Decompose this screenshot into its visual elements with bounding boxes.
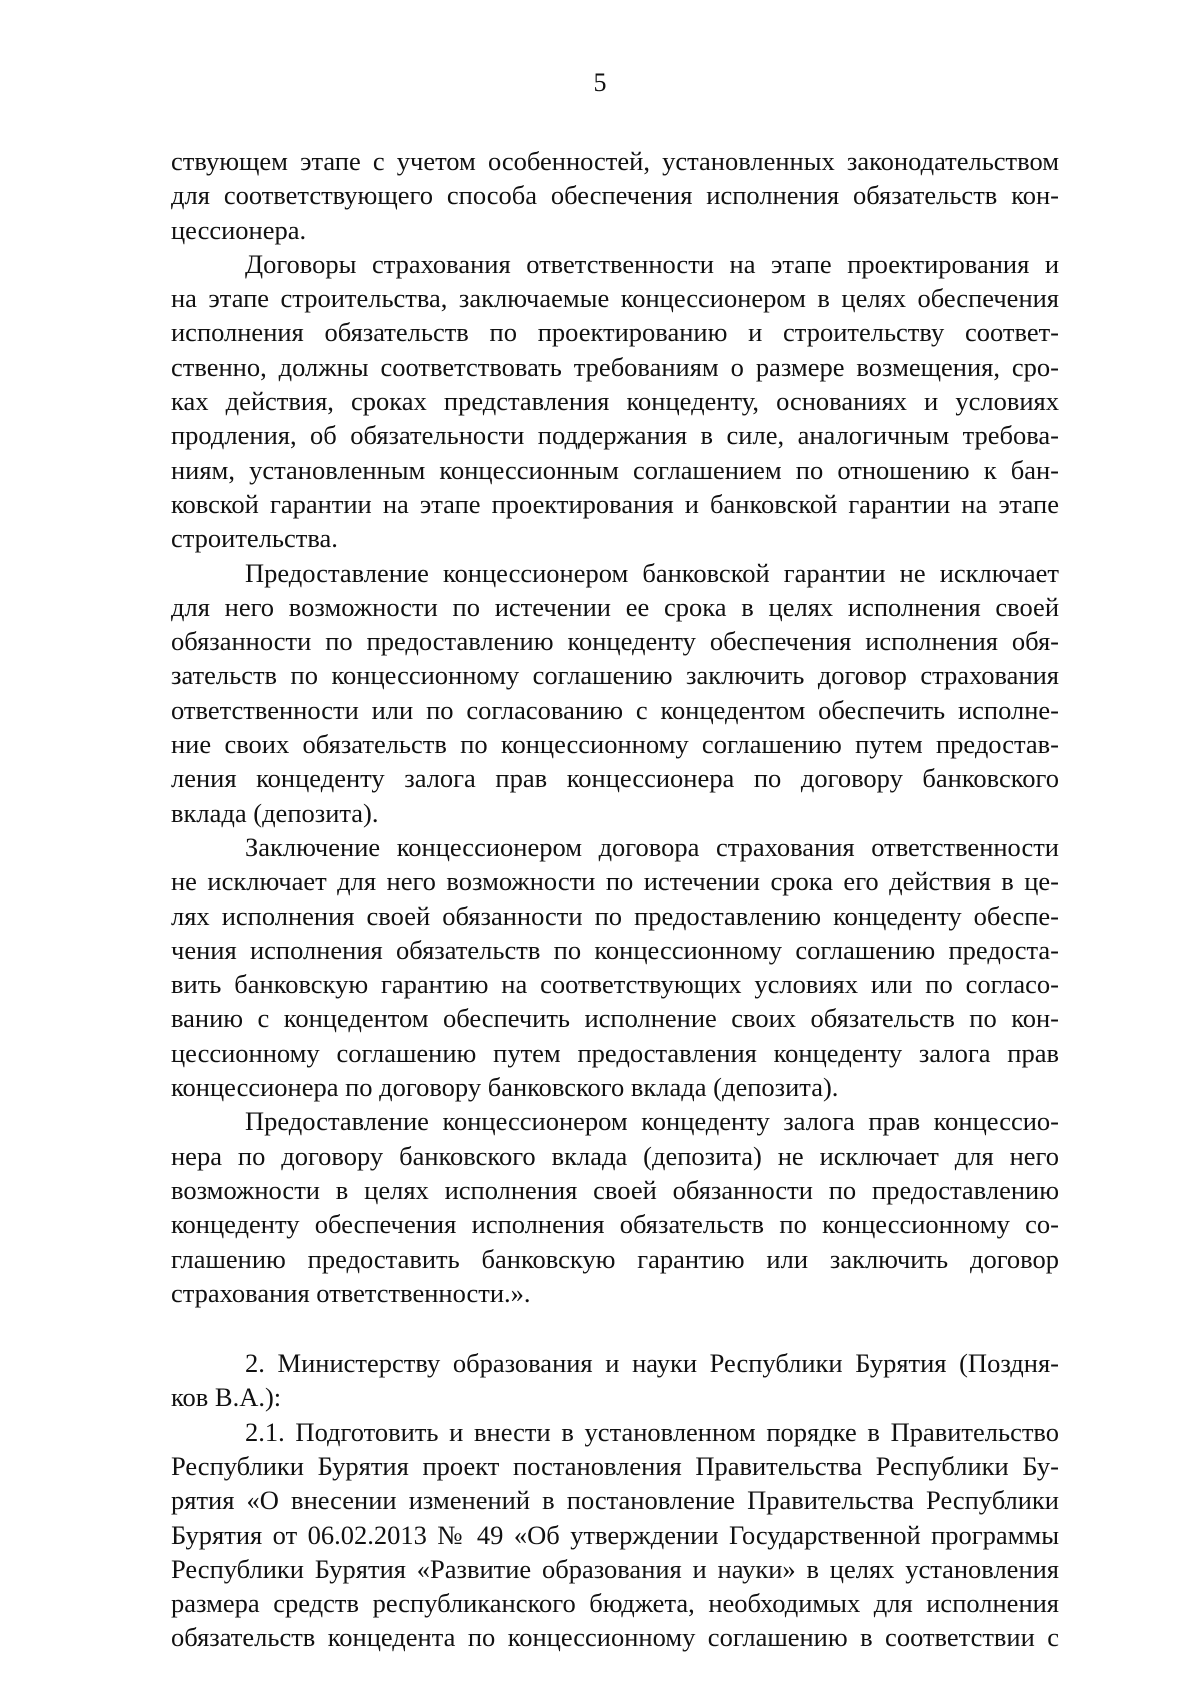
text-line: Заключение концессионером договора страхования ответственности	[245, 831, 1059, 862]
text-line: для него возможности по истечении ее срока в целях исполнения своей	[171, 591, 1059, 622]
text-line: зательств по концессионному соглашению заключить договор страхования	[171, 660, 1059, 691]
text-line: вить банковскую гарантию на соответствующих условиях или по согласо-	[171, 969, 1059, 1000]
paragraph	[171, 144, 1059, 247]
text-line: обязанности по предоставлению концеденту обеспечения исполнения обя-	[171, 626, 1059, 657]
text-line: для соответствующего способа обеспечения исполнения обязательств кон-	[171, 180, 1059, 211]
text-line: рятия «О внесении изменений в постановление Правительства Республики	[171, 1485, 1059, 1516]
text-line: продления, об обязательности поддержания в силе, аналогичным требова-	[171, 420, 1059, 451]
text-line: Бурятия от 06.02.2013 № 49 «Об утверждении Государственной программы	[171, 1519, 1059, 1550]
paragraph	[171, 556, 1059, 830]
text-line: строительства.	[171, 523, 338, 554]
text-line: ние своих обязательств по концессионному соглашению путем предостав-	[171, 729, 1059, 760]
text-line: 2.1. Подготовить и внести в установленном порядке в Правительство	[245, 1416, 1059, 1447]
text-line: ствующем этапе с учетом особенностей, установленных законодательством	[171, 146, 1059, 176]
text-line: нера по договору банковского вклада (депозита) не исключает для него	[171, 1140, 1059, 1171]
text-line: возможности в целях исполнения своей обязанности по предоставлению	[171, 1174, 1059, 1205]
text-line: размера средств республиканского бюджета, необходимых для исполнения	[171, 1588, 1059, 1619]
text-line: на этапе строительства, заключаемые концессионером в целях обеспечения	[171, 283, 1059, 314]
text-line: страхования ответственности.».	[171, 1277, 531, 1308]
text-line: ления концеденту залога прав концессионера по договору банковского	[171, 763, 1059, 794]
text-line: ках действия, сроках представления концеденту, основаниях и условиях	[171, 386, 1059, 417]
paragraph	[171, 1415, 1059, 1655]
text-line: ков В.А.):	[171, 1382, 282, 1413]
text-line: Республики Бурятия проект постановления Правительства Республики Бу-	[171, 1450, 1059, 1481]
paragraph	[171, 1104, 1059, 1310]
text-line: цессионера.	[171, 214, 307, 245]
text-line: не исключает для него возможности по истечении срока его действия в це-	[171, 866, 1059, 897]
text-line: ответственности или по согласованию с концедентом обеспечить исполне-	[171, 694, 1059, 725]
text-line: цессионному соглашению путем предоставления концеденту залога прав	[171, 1037, 1059, 1068]
text-line: Предоставление концессионером банковской гарантии не исключает	[245, 557, 1059, 588]
text-line: Республики Бурятия «Развитие образования и науки» в целях установления	[171, 1553, 1059, 1584]
text-line: ниям, установленным концессионным соглашением по отношению к бан-	[171, 454, 1059, 485]
page-number: 5	[593, 68, 607, 97]
text-line: чения исполнения обязательств по концессионному соглашению предоста-	[171, 934, 1059, 965]
document-body	[171, 144, 1059, 1655]
text-line: концессионера по договору банковского вклада (депозита).	[171, 1072, 839, 1103]
text-line: ковской гарантии на этапе проектирования и банковской гарантии на этапе	[171, 488, 1059, 519]
paragraph-gap	[171, 1310, 1059, 1346]
text-line: исполнения обязательств по проектированию и строительству соответ-	[171, 317, 1059, 348]
text-line: 2. Министерству образования и науки Республики Бурятия (Поздня-	[245, 1348, 1059, 1379]
paragraph	[171, 1346, 1059, 1415]
text-line: глашению предоставить банковскую гарантию или заключить договор	[171, 1243, 1059, 1274]
text-line: ванию с концедентом обеспечить исполнение своих обязательств по кон-	[171, 1003, 1059, 1034]
text-line: ственно, должны соответствовать требованиям о размере возмещения, сро-	[171, 351, 1059, 382]
text-line: Предоставление концессионером концеденту залога прав концессио-	[245, 1106, 1059, 1137]
text-line: Договоры страхования ответственности на этапе проектирования и	[245, 248, 1059, 279]
paragraph	[171, 247, 1059, 556]
text-line: лях исполнения своей обязанности по предоставлению концеденту обеспе-	[171, 900, 1059, 931]
text-line: концеденту обеспечения исполнения обязательств по концессионному со-	[171, 1209, 1059, 1240]
paragraph	[171, 830, 1059, 1104]
text-line: обязательств концедента по концессионному соглашению в соответствии с	[171, 1622, 1059, 1653]
text-line: вклада (депозита).	[171, 797, 379, 828]
